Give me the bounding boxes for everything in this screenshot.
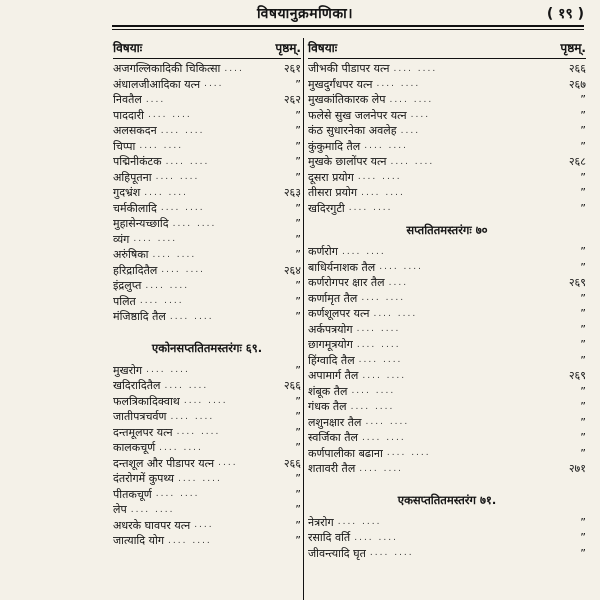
leader-dots: .... ....	[169, 311, 214, 322]
index-entry	[113, 92, 301, 108]
entry-page: ”	[295, 232, 301, 246]
leader-dots: .... ....	[145, 280, 190, 291]
entry-page: ”	[580, 546, 586, 560]
index-entry	[308, 415, 586, 431]
entry-page: ”	[580, 245, 586, 259]
entry-title: गुदभ्रंश	[113, 186, 141, 200]
entry-page: ”	[295, 363, 301, 377]
entry-title: फलत्रिकादिक्वाथ	[113, 394, 180, 408]
leader-dots: .... ....	[341, 246, 386, 257]
leader-dots: .... ....	[390, 156, 435, 167]
index-entry	[308, 92, 586, 108]
header-rule	[112, 25, 584, 27]
entry-title: फलेसे सुख जलनेपर यत्न	[308, 108, 407, 122]
entry-page: ”	[580, 291, 586, 305]
entry-page: ”	[580, 353, 586, 367]
index-entry	[308, 170, 586, 186]
index-entry	[113, 108, 301, 124]
index-entry	[308, 123, 586, 139]
leader-dots: .... ....	[389, 94, 434, 105]
entry-title: मुखदुर्गंधपर यत्न	[308, 77, 373, 91]
entry-page: ”	[580, 124, 586, 138]
entry-title: जातीपत्रचर्वण	[113, 410, 167, 424]
entry-page: ”	[580, 446, 586, 460]
entry-page: २६३	[283, 186, 301, 200]
entry-title: पद्मिनीकंटक	[113, 155, 162, 169]
page-number: ( १९ )	[546, 6, 584, 22]
right-column	[308, 38, 586, 561]
index-entry	[113, 201, 301, 217]
entry-page: ”	[580, 170, 586, 184]
leader-dots: .... ....	[172, 218, 217, 229]
entry-title: कर्णरोगपर क्षार तैल	[308, 276, 385, 290]
entry-title: रसादि वर्ति	[308, 531, 351, 545]
header-rule-thin	[112, 29, 584, 30]
entry-title: अपामार्ग तैल	[308, 369, 359, 383]
section-title: एकोनसप्ततितमस्तरंगः ६९.	[151, 341, 263, 355]
leader-dots: .... ....	[362, 370, 407, 381]
page-heading: पृष्ठम्.	[275, 40, 301, 55]
entry-page: ”	[295, 170, 301, 184]
leader-dots: .... ....	[144, 187, 188, 198]
entry-title: दूसरा प्रयोग	[308, 170, 354, 184]
entry-title: अधरके घावपर यत्न	[113, 518, 191, 532]
entry-title: जीवन्त्यादि घृत	[308, 546, 366, 560]
leader-dots: ....	[218, 458, 238, 469]
left-column-head	[113, 38, 301, 56]
leader-dots: .... ....	[376, 79, 421, 90]
index-entry	[113, 440, 301, 456]
section-title: एकसप्ततितमस्तरंग ७१.	[397, 493, 497, 507]
index-entry	[113, 185, 301, 201]
entry-title: शतावरी तैल	[308, 462, 356, 476]
entry-page: ”	[295, 77, 301, 91]
leader-dots: .... ....	[178, 473, 222, 484]
entry-title: जीभकी पीडापर यत्न	[308, 62, 390, 76]
entry-title: मुहासेन्यच्छादि	[113, 217, 169, 231]
leader-dots: .... ....	[160, 203, 205, 214]
leader-dots: .... ....	[161, 265, 206, 276]
leader-dots: .... ....	[147, 110, 192, 121]
index-entry	[113, 363, 301, 379]
entry-title: पीतकचूर्ण	[113, 487, 152, 501]
entry-title: हिंग्वादि तैल	[308, 353, 355, 367]
index-entry	[308, 446, 586, 462]
entry-page: ”	[580, 431, 586, 445]
entry-page: ”	[580, 338, 586, 352]
entry-page: ”	[580, 384, 586, 398]
leader-dots: .... ....	[348, 203, 393, 214]
entry-page: ”	[580, 139, 586, 153]
index-entry	[308, 244, 586, 260]
index-entry	[308, 546, 586, 562]
index-entry	[308, 291, 586, 307]
leader-dots: ....	[410, 110, 431, 121]
entry-page: २६२	[283, 93, 301, 107]
index-entry	[113, 123, 301, 139]
entry-title: मंजिष्ठादि तैल	[113, 310, 166, 324]
index-entry	[113, 456, 301, 472]
entry-page: ”	[295, 248, 301, 262]
leader-dots: .... ....	[361, 432, 406, 443]
index-entry	[113, 154, 301, 170]
index-entry	[308, 139, 586, 155]
leader-dots: .... ....	[168, 535, 212, 546]
entry-page: ”	[295, 503, 301, 517]
entry-title: अर्कपत्रयोग	[308, 322, 353, 336]
entry-title: छागमूत्रयोग	[308, 338, 353, 352]
leader-dots: .... ....	[337, 517, 382, 528]
leader-dots: ....	[194, 520, 214, 531]
index-entry	[308, 260, 586, 276]
leader-dots: ....	[400, 125, 421, 136]
entry-page: २६७	[568, 77, 586, 91]
leader-dots: .... ....	[152, 249, 197, 260]
entry-title: दन्तमूलपर यत्न	[113, 425, 173, 439]
entry-title: चर्मकीलादि	[113, 201, 157, 215]
entry-title: मुखके छालोंपर यत्न	[308, 155, 387, 169]
column-divider	[303, 38, 304, 600]
entry-page: ”	[580, 108, 586, 122]
right-column-head	[308, 38, 586, 56]
index-entry	[113, 471, 301, 487]
entry-title: इंद्रलुप्त	[113, 279, 142, 293]
entry-title: कर्णपालीका बढाना	[308, 446, 383, 460]
index-entry	[308, 61, 586, 77]
leader-dots: .... ....	[130, 504, 175, 515]
entry-title: स्वर्जिका तैल	[308, 431, 358, 445]
left-entries	[113, 61, 301, 325]
leader-dots: .... ....	[393, 63, 438, 74]
entry-page: २६६	[568, 62, 586, 76]
entry-page: ”	[295, 410, 301, 424]
entry-page: ”	[295, 441, 301, 455]
entry-page: ”	[580, 260, 586, 274]
section-title: सप्ततितमस्तरंगः ७०	[406, 222, 488, 237]
entry-title: कर्णशूलपर यत्न	[308, 307, 370, 321]
index-entry	[113, 247, 301, 263]
entry-title: अहिपूतना	[113, 170, 152, 184]
entry-page: ”	[295, 425, 301, 439]
entry-page: ”	[295, 394, 301, 408]
index-entry	[113, 263, 301, 279]
entry-title: खदिरगुटी	[308, 201, 345, 215]
entry-title: चिप्पा	[113, 139, 136, 153]
entry-page: ”	[295, 294, 301, 308]
leader-dots: .... ....	[358, 355, 403, 366]
entry-title: कंठ सुधारनेका अवलेह	[308, 124, 397, 138]
right-entries-section	[308, 515, 586, 562]
entry-title: कर्णरोग	[308, 245, 338, 259]
entry-page: २६६	[283, 456, 301, 470]
index-entry	[308, 322, 586, 338]
leader-dots: .... ....	[155, 172, 200, 183]
index-entry	[308, 201, 586, 217]
index-entry	[113, 425, 301, 441]
entry-title: व्यंग	[113, 232, 130, 246]
leader-dots: .... ....	[361, 293, 406, 304]
index-entry	[113, 216, 301, 232]
leader-dots: .... ....	[139, 296, 184, 307]
page-header-title: विषयानुक्रमणिका।	[256, 6, 354, 22]
index-entry	[308, 430, 586, 446]
entry-page: ”	[580, 186, 586, 200]
index-entry	[113, 232, 301, 248]
leader-dots: .... ....	[354, 532, 398, 543]
entry-title: हरिद्रादितैल	[113, 263, 158, 277]
entry-page: ”	[580, 531, 586, 545]
leader-dots: .... ....	[369, 548, 414, 559]
entry-page: ”	[580, 415, 586, 429]
leader-dots: .... ....	[165, 156, 210, 167]
entry-title: गंधक तैल	[308, 400, 347, 414]
subject-heading: विषयाः	[308, 40, 338, 55]
index-entry	[113, 378, 301, 394]
index-entry	[308, 368, 586, 384]
entry-title: कर्णामृत तैल	[308, 291, 358, 305]
left-column	[113, 38, 301, 549]
entry-title: मुखरोग	[113, 363, 143, 377]
entry-page: ”	[580, 307, 586, 321]
entry-title: जात्यादि योग	[113, 534, 165, 548]
column-head-rule	[113, 58, 301, 59]
index-entry	[113, 487, 301, 503]
entry-title: अरुंषिका	[113, 248, 149, 262]
index-entry	[113, 409, 301, 425]
leader-dots: .... ....	[160, 125, 205, 136]
entry-title: मुखकांतिकारक लेप	[308, 93, 386, 107]
leader-dots: .... ....	[159, 442, 203, 453]
entry-title: पाददारी	[113, 108, 144, 122]
entry-page: ”	[295, 124, 301, 138]
leader-dots: .... ....	[350, 401, 395, 412]
entry-page: ”	[295, 279, 301, 293]
page-heading: पृष्ठम्.	[560, 40, 586, 55]
index-entry	[113, 502, 301, 518]
entry-title: नेत्ररोग	[308, 515, 334, 529]
leader-dots: .... ....	[373, 308, 418, 319]
index-entry	[308, 108, 586, 124]
entry-page: २६८	[568, 155, 586, 169]
leader-dots: .... ....	[356, 339, 401, 350]
entry-page: ”	[580, 400, 586, 414]
index-entry	[113, 394, 301, 410]
entry-title: पलित	[113, 294, 136, 308]
index-entry	[308, 515, 586, 531]
entry-page: ”	[295, 217, 301, 231]
entry-page: ”	[295, 534, 301, 548]
leader-dots: .... ....	[361, 187, 405, 198]
entry-page: २६६	[283, 379, 301, 393]
leader-dots: .... ....	[359, 463, 404, 474]
leader-dots: .... ....	[176, 427, 221, 438]
index-entry	[113, 61, 301, 77]
leader-dots: .... ....	[356, 324, 401, 335]
entry-page: ”	[580, 201, 586, 215]
entry-page: ”	[295, 201, 301, 215]
entry-page: ”	[295, 155, 301, 169]
right-entries-section	[308, 244, 586, 477]
entry-title: खदिरादितैल	[113, 379, 161, 393]
subject-heading: विषयाः	[113, 40, 143, 55]
index-entry	[308, 461, 586, 477]
index-entry	[113, 278, 301, 294]
index-entry	[308, 185, 586, 201]
leader-dots: ....	[204, 79, 224, 90]
entry-title: लशुनक्षार तैल	[308, 415, 362, 429]
leader-dots: .... ....	[155, 489, 200, 500]
leader-dots: .... ....	[364, 141, 408, 152]
entry-page: २६१	[283, 62, 301, 76]
entry-title: अंधालजीआदिका यत्न	[113, 77, 201, 91]
entry-page: २७१	[568, 462, 586, 476]
leader-dots: .... ....	[386, 448, 431, 459]
leader-dots: .... ....	[146, 365, 190, 376]
entry-page: ”	[580, 322, 586, 336]
entry-page: २६४	[283, 263, 301, 277]
entry-title: निवतैल	[113, 93, 142, 107]
index-entry	[308, 337, 586, 353]
left-entries-section	[113, 363, 301, 549]
entry-page: ”	[580, 93, 586, 107]
index-entry	[113, 518, 301, 534]
index-entry	[308, 399, 586, 415]
index-entry	[308, 530, 586, 546]
leader-dots: .... ....	[183, 396, 228, 407]
entry-page: २६९	[568, 369, 586, 383]
index-entry	[308, 306, 586, 322]
entry-title: तीसरा प्रयोग	[308, 186, 358, 200]
entry-page: ”	[295, 487, 301, 501]
index-entry	[308, 275, 586, 291]
entry-title: शंबूक तैल	[308, 384, 348, 398]
leader-dots: .... ....	[351, 386, 396, 397]
entry-page: ”	[295, 472, 301, 486]
column-head-rule	[308, 58, 586, 59]
entry-page: ”	[295, 108, 301, 122]
entry-title: बाधिर्यनाशक तैल	[308, 260, 376, 274]
leader-dots: .... ....	[357, 172, 402, 183]
index-entry	[113, 170, 301, 186]
entry-title: दन्तशूल और पीडापर यत्न	[113, 456, 215, 470]
entry-page: ”	[295, 518, 301, 532]
index-entry	[308, 353, 586, 369]
index-entry	[308, 154, 586, 170]
leader-dots: .... ....	[170, 411, 215, 422]
entry-page: २६९	[568, 276, 586, 290]
entry-page: ”	[295, 310, 301, 324]
entry-title: दंतरोगमें कुपथ्य	[113, 472, 175, 486]
leader-dots: ....	[388, 277, 409, 288]
index-entry	[113, 139, 301, 155]
leader-dots: ....	[145, 94, 166, 105]
entry-title: अलसकदन	[113, 124, 157, 138]
entry-title: कालकचूर्ण	[113, 441, 156, 455]
right-entries	[308, 61, 586, 216]
entry-page: ”	[580, 515, 586, 529]
entry-title: लेप	[113, 503, 127, 517]
leader-dots: .... ....	[133, 234, 178, 245]
index-entry	[308, 384, 586, 400]
index-entry	[113, 309, 301, 325]
entry-title: कुंकुमादि तैल	[308, 139, 361, 153]
index-entry	[113, 294, 301, 310]
leader-dots: ....	[224, 63, 244, 74]
index-entry	[113, 77, 301, 93]
leader-dots: .... ....	[164, 380, 209, 391]
index-entry	[113, 533, 301, 549]
leader-dots: .... ....	[365, 417, 410, 428]
leader-dots: .... ....	[379, 262, 423, 273]
index-entry	[308, 77, 586, 93]
leader-dots: .... ....	[139, 141, 184, 152]
entry-page: ”	[295, 139, 301, 153]
entry-title: अजगल्लिकादिकी चिकित्सा	[113, 62, 221, 76]
